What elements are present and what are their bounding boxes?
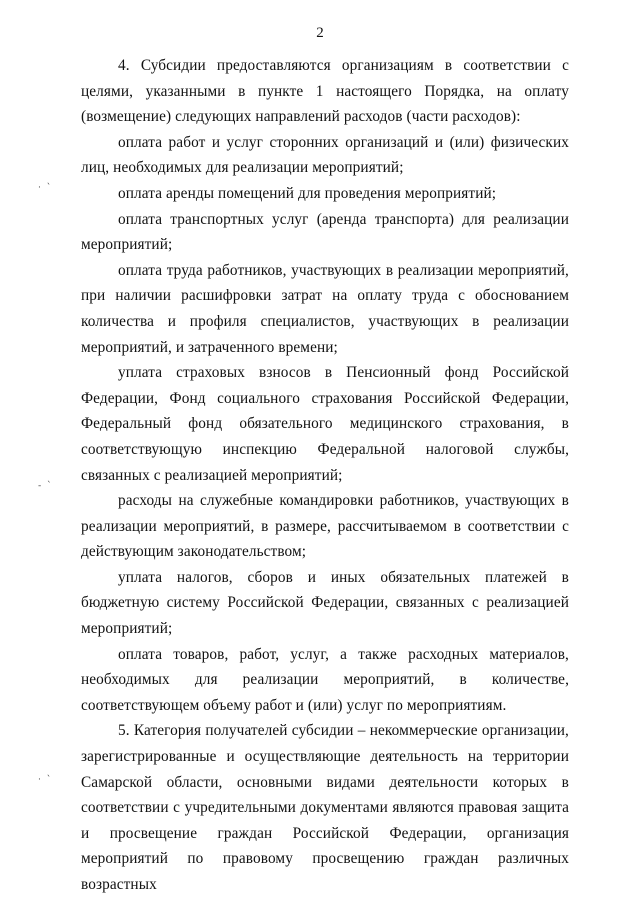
page-number: 2 <box>316 25 324 41</box>
paragraph: уплата страховых взносов в Пенсионный фонд Российской Федерации, Фонд социального страхования Российской Федерации, Федеральный фонд обязательного медицинского страхования, в соответствующую инспекцию Федеральной налоговой службы, связанных с реализацией мероприятий; <box>81 364 569 484</box>
paragraph: уплата налогов, сборов и иных обязательных платежей в бюджетную систему Российской Федерации, связанных с реализацией мероприятий; <box>81 568 569 638</box>
paragraph: оплата аренды помещений для проведения мероприятий; <box>118 184 497 202</box>
scan-mark: · ` <box>38 775 52 785</box>
paragraph: 5. Категория получателей субсидии – некоммерческие организации, зарегистрированные и осуществляющие деятельность на территории Самарской области, основными видами деятельности которых в соответствии с учредительными документами являются правовая защита и просвещение граждан Российской Федерации, организация мероприятий по правовому просвещению граждан различных возрастных <box>81 722 569 893</box>
paragraph: 4. Субсидии предоставляются организациям в соответствии с целями, указанными в пункте 1 настоящего Порядка, на оплату (возмещение) следующих направлений расходов (части расходов): <box>81 57 569 126</box>
scan-mark: - ` <box>38 481 52 491</box>
paragraph: оплата труда работников, участвующих в реализации мероприятий, при наличии расшифровки затрат на оплату труда с обоснованием количества и профиля специалистов, участвующих в реализации мероприятий, и затраченного времени; <box>81 261 569 356</box>
paragraph: оплата транспортных услуг (аренда транспорта) для реализации мероприятий; <box>81 210 569 254</box>
paragraph: оплата товаров, работ, услуг, а также расходных материалов, необходимых для реализации мероприятий, в количестве, соответствующем объему работ и (или) услуг по мероприятиям. <box>81 645 569 714</box>
paragraph: расходы на служебные командировки работников, участвующих в реализации мероприятий, в размере, рассчитываемом в соответствии с действующим законодательством; <box>81 492 569 561</box>
body-text <box>81 53 569 898</box>
paragraph: оплата работ и услуг сторонних организаций и (или) физических лиц, необходимых для реализации мероприятий; <box>81 133 569 177</box>
scan-mark: · ` <box>38 183 52 193</box>
